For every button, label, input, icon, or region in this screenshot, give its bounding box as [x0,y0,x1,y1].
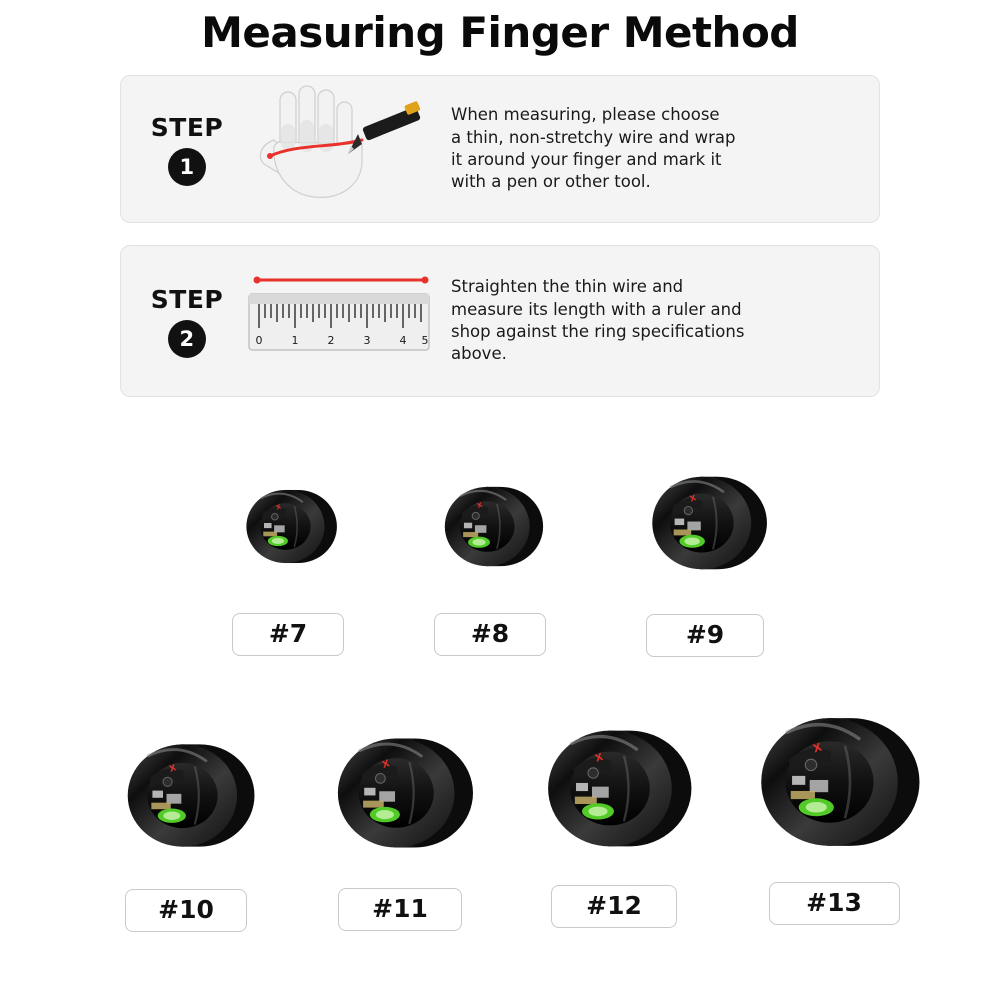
smart-ring-icon [400,450,580,607]
ring-size-label[interactable]: #7 [232,613,344,656]
step-1-label: STEP [150,112,224,142]
step-1-text [439,104,865,193]
hand-with-pen-icon [244,84,434,214]
svg-text:X: X [476,500,484,511]
svg-text:X: X [275,503,283,512]
step-2-text [439,276,865,365]
steps-container [120,75,880,397]
ring-size-item[interactable] [198,450,378,656]
svg-text:X: X [688,493,698,504]
step-card-2 [120,245,880,397]
smart-ring-icon [88,712,284,883]
ring-size-item[interactable] [728,692,940,925]
step-1-label-group [135,113,239,186]
svg-text:X: X [593,751,605,765]
step-2-label: STEP [150,284,224,314]
smart-ring-icon [512,702,716,879]
ruler-tick-5: 5 [421,334,429,347]
step-1-line-3: it around your finger and mark it [451,150,722,169]
step-card-1 [120,75,880,223]
ring-size-label[interactable]: #11 [338,888,462,931]
svg-text:X: X [811,740,824,756]
step-1-line-4: with a pen or other tool. [451,172,651,192]
smart-ring-icon [198,450,378,607]
ring-size-label[interactable]: #12 [551,885,677,928]
ring-size-label[interactable]: #9 [646,614,764,657]
ring-size-label[interactable]: #8 [434,613,546,656]
step-2-label-group [135,285,239,358]
ruler-tick-2: 2 [327,334,335,347]
step-1-line-1: When measuring, please choose [451,105,720,125]
step-2-line-1: Straighten the thin wire and [451,277,684,297]
step-1-line-2: a thin, non-stretchy wire and wrap [451,127,736,147]
ring-size-item[interactable] [610,442,800,657]
ruler-tick-4: 4 [399,334,407,347]
smart-ring-icon [728,692,940,876]
step-2-line-4: above. [451,344,507,364]
step-2-visual [239,256,439,386]
smart-ring-icon [610,442,800,608]
ruler-with-wire-icon [239,266,439,376]
ruler-tick-3: 3 [363,334,371,347]
smart-ring-icon [300,708,500,882]
svg-text:X: X [380,758,392,771]
ring-size-label[interactable]: #10 [125,889,247,932]
ruler-tick-1: 1 [291,334,299,347]
step-2-number: 2 [168,320,206,358]
svg-text:X: X [168,763,178,775]
ring-size-item[interactable] [300,708,500,931]
ring-size-label[interactable]: #13 [769,882,900,925]
ring-size-gallery [0,440,1000,1000]
ruler-tick-0: 0 [255,334,263,347]
step-2-line-2: measure its length with a ruler and [451,299,742,319]
step-1-number: 1 [168,148,206,186]
step-1-visual [239,86,439,212]
ring-size-item[interactable] [88,712,284,932]
page-title: Measuring Finger Method [201,8,799,57]
ring-size-item[interactable] [512,702,716,928]
ring-size-item[interactable] [400,450,580,656]
step-2-line-3: shop against the ring specifications [451,322,745,341]
